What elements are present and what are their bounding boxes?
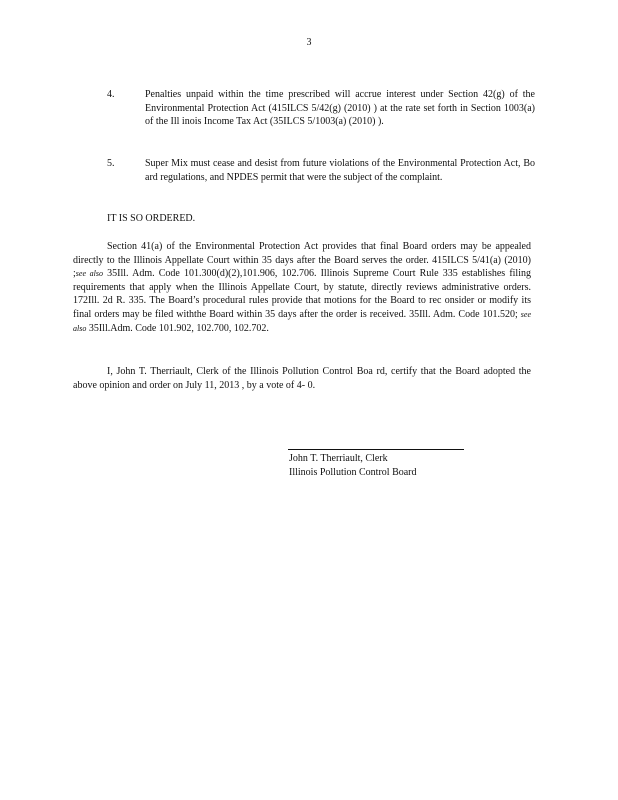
item-text: Penalties unpaid within the time prescribed will accrue interest under Section 42(g) of the Environmental Protection Act (415ILCS 5/42(g) (2010) ) at the rate set forth in Section 1003(a) of the Ill inois Income Tax Act (35ILCS 5/1003(a) (2010) ). xyxy=(145,89,535,128)
page-number: 3 xyxy=(306,37,312,48)
appeal-text-part-2: 35Ill. Adm. Code 101.300(d)(2),101.906, 102.706. Illinois Supreme Court Rule 335 establishes filing requirements that apply when the Illinois Appellate Court, by statute, directly reviews administrative orders. 172Ill. 2d R. 335. The Board’s procedural rules provide that motions for the Board to rec onsider or modify its final orders may be filed withthe Board within 35 days after the order is received. 35Ill. Adm. Code 101.520; xyxy=(73,268,531,320)
item-text: Super Mix must cease and desist from future violations of the Environmental Protection Act, Bo ard regulations, and NPDES permit that were the subject of the complaint. xyxy=(145,158,535,183)
order-item-5 xyxy=(107,157,535,184)
item-number: 4. xyxy=(107,89,115,100)
clerk-certification-paragraph: I, John T. Therriault, Clerk of the Illinois Pollution Control Boa rd, certify that the Board adopted the above opinion and order on July 11, 2013 , by a vote of 4- 0. xyxy=(73,366,531,391)
appeal-text-part-1: Section 41(a) of the Environmental Protection Act provides that final Board orders may be appealed directly to the Illinois Appellate Court within 35 days after the Board serves the order. 415ILCS 5/41(a) (2010) ; xyxy=(73,241,531,280)
order-item-4 xyxy=(107,88,535,129)
appeal-rights-paragraph xyxy=(73,240,531,335)
see-also-citation: see also xyxy=(75,269,103,279)
appeal-text-part-3: 35Ill.Adm. Code 101.902, 102.700, 102.702. xyxy=(86,322,269,334)
so-ordered-line: IT IS SO ORDERED. xyxy=(107,213,196,224)
board-name: Illinois Pollution Control Board xyxy=(289,466,417,478)
signature-line xyxy=(288,449,464,450)
clerk-name: John T. Therriault, Clerk xyxy=(289,453,388,464)
signature-block xyxy=(289,452,417,479)
see-also-citation: see also xyxy=(73,309,531,333)
item-number: 5. xyxy=(107,158,115,169)
